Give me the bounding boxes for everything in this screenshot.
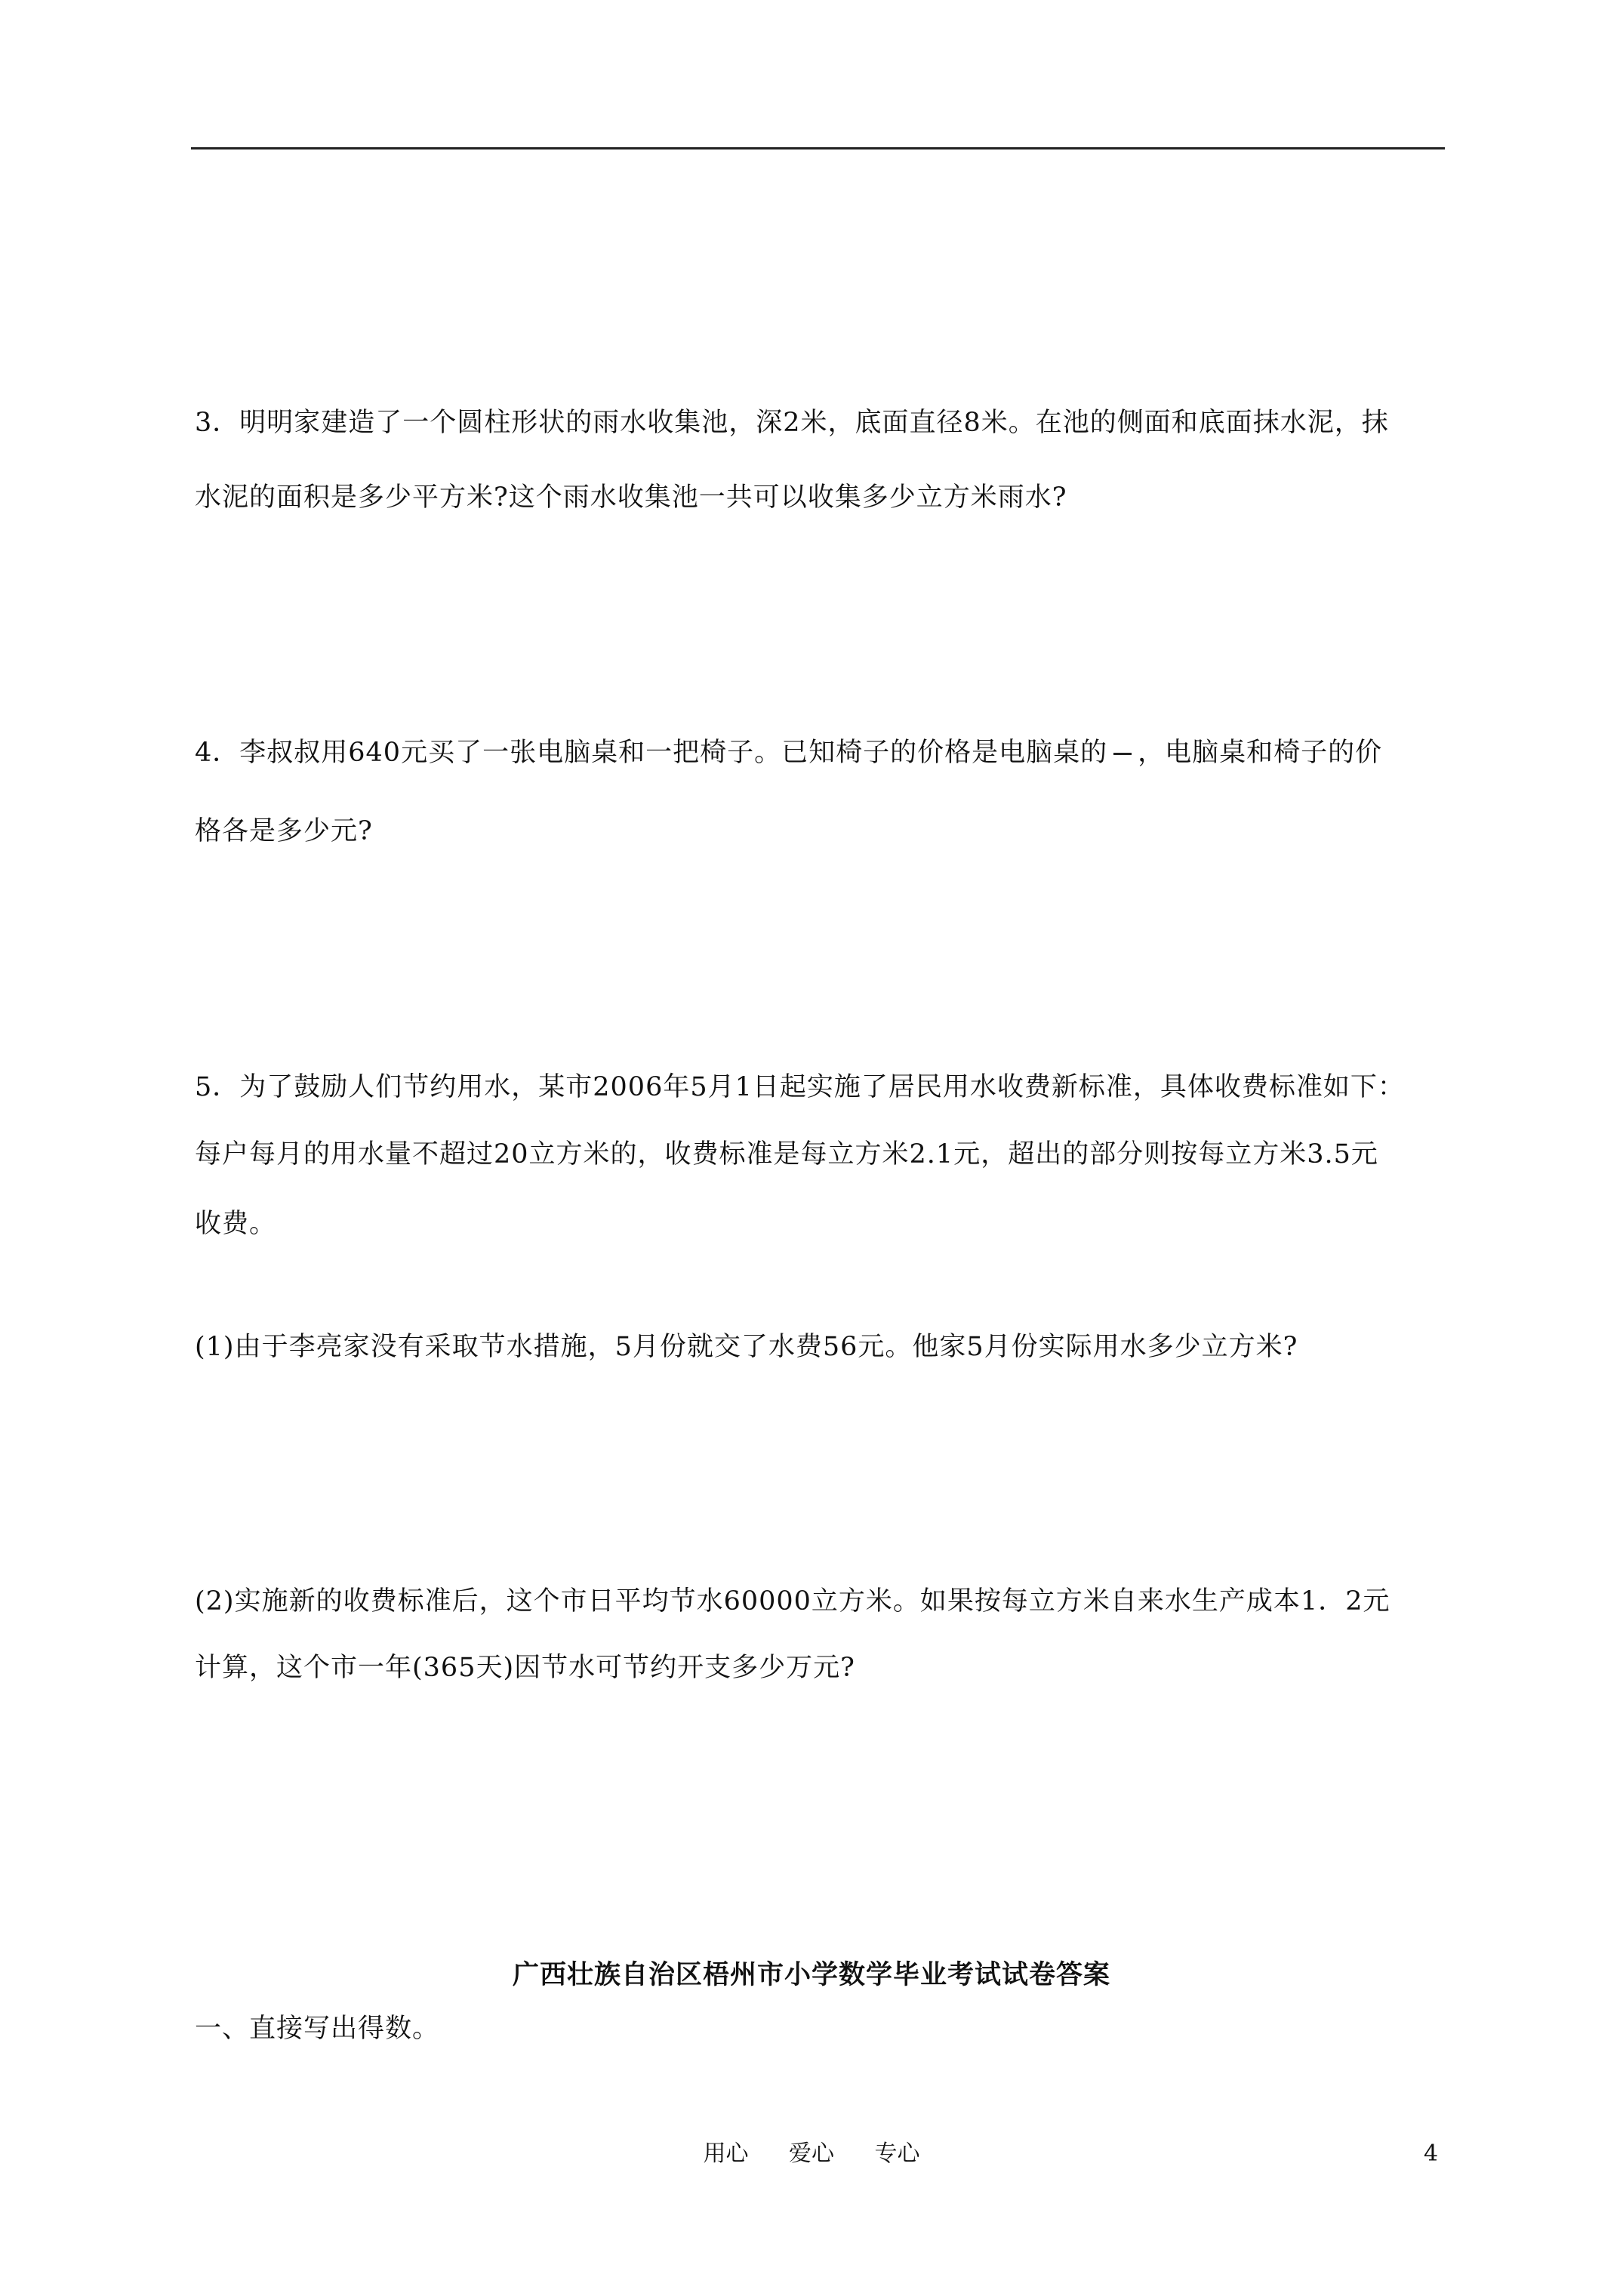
question-5-line-1: 5．为了鼓励人们节约用水，某市2006年5月1日起实施了居民用水收费新标准，具体收费标准如下： — [195, 1072, 1405, 1102]
question-5-sub-1: (1)由于李亮家没有采取节水措施，5月份就交了水费56元。他家5月份实际用水多少立方米? — [195, 1332, 1298, 1362]
question-3-line-1: 3．明明家建造了一个圆柱形状的雨水收集池，深2米，底面直径8米。在池的侧面和底面抹水泥，抹 — [195, 408, 1389, 438]
question-3-line-2: 水泥的面积是多少平方米?这个雨水收集池一共可以收集多少立方米雨水? — [195, 482, 1067, 513]
question-5-line-2: 每户每月的用水量不超过20立方米的，收费标准是每立方米2.1元，超出的部分则按每立方米3.5元 — [195, 1139, 1378, 1170]
footer-item-3: 专心 — [874, 2140, 920, 2167]
question-4-line-1 — [195, 736, 1382, 769]
footer-item-2: 爱心 — [789, 2140, 834, 2167]
footer-item-1: 用心 — [703, 2140, 749, 2167]
fraction-placeholder — [1113, 753, 1132, 755]
question-4-text-b: ，电脑桌和椅子的价 — [1138, 738, 1383, 768]
question-5-sub-2-line-2: 计算，这个市一年(365天)因节水可节约开支多少万元? — [195, 1653, 855, 1683]
answers-section-1: 一、直接写出得数。 — [195, 2014, 440, 2044]
answers-title: 广西壮族自治区梧州市小学数学毕业考试试卷答案 — [512, 1959, 1110, 1990]
page-number: 4 — [1424, 2140, 1439, 2167]
question-4-text-a: 4．李叔叔用640元买了一张电脑桌和一把椅子。已知椅子的价格是电脑桌的 — [195, 738, 1108, 768]
question-5-line-3: 收费。 — [195, 1209, 277, 1239]
question-5-sub-2-line-1: (2)实施新的收费标准后，这个市日平均节水60000立方米。如果按每立方米自来水生产成本1．2元 — [195, 1586, 1390, 1616]
footer-motto — [0, 2139, 1623, 2169]
question-4-line-2: 格各是多少元? — [195, 816, 373, 846]
header-rule — [191, 147, 1445, 149]
